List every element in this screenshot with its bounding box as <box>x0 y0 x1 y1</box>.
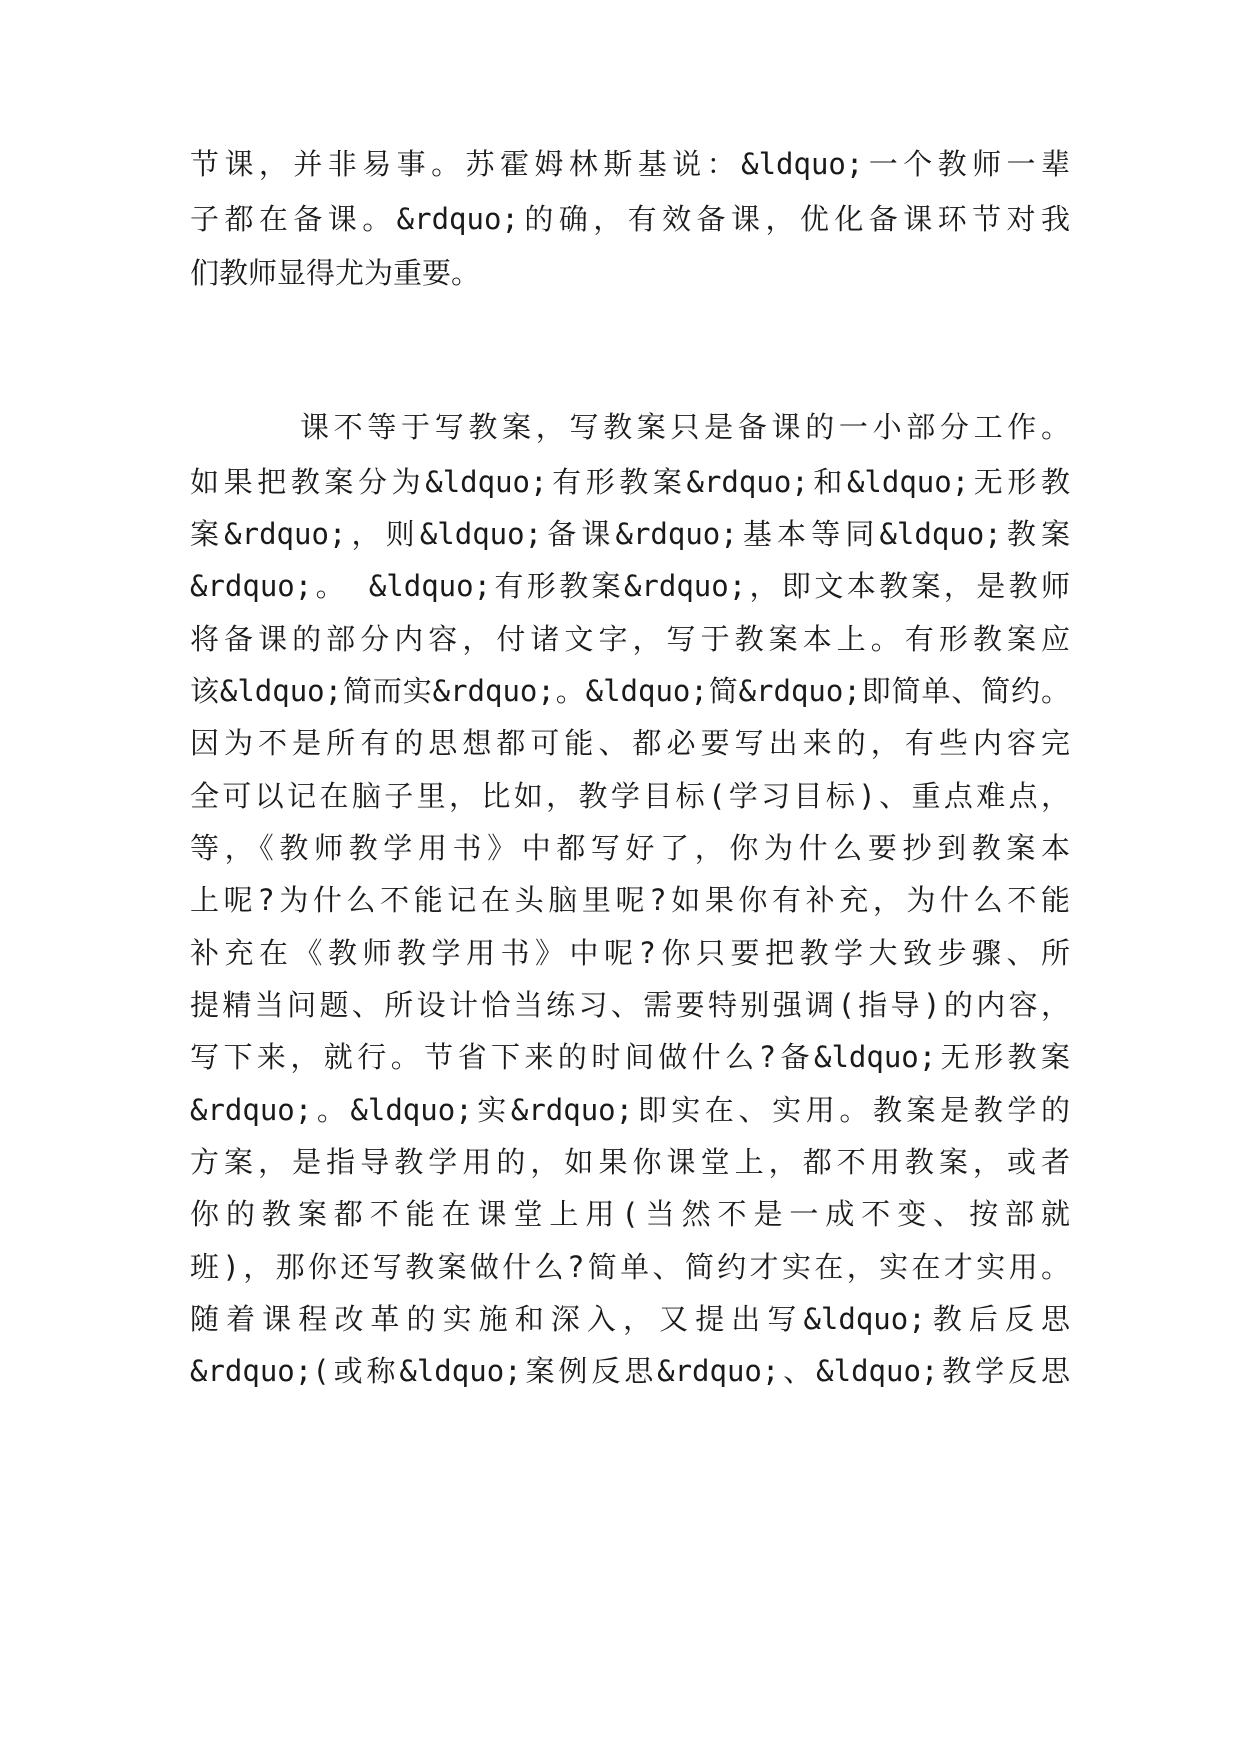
text-line: 写下来，就行。节省下来的时间做什么?备&ldquo;无形教案 <box>190 1040 1070 1074</box>
text-line: 提精当问题、所设计恰当练习、需要特别强调(指导)的内容， <box>190 988 1070 1022</box>
text-line: 因为不是所有的思想都可能、都必要写出来的，有些内容完 <box>190 726 1070 760</box>
text-line: 将备课的部分内容，付诸文字，写于教案本上。有形教案应 <box>190 622 1070 656</box>
text-line: &rdquo;。 &ldquo;有形教案&rdquo;，即文本教案，是教师 <box>190 569 1070 603</box>
text-line: &rdquo;。&ldquo;实&rdquo;即实在、实用。教案是教学的 <box>190 1093 1070 1127</box>
text-line: &rdquo;(或称&ldquo;案例反思&rdquo;、&ldquo;教学反思 <box>190 1354 1070 1388</box>
text-line: 方案，是指导教学用的，如果你课堂上，都不用教案，或者 <box>190 1145 1070 1179</box>
text-line: 补充在《教师教学用书》中呢?你只要把教学大致步骤、所 <box>190 936 1070 970</box>
text-line: 子都在备课。&rdquo;的确，有效备课，优化备课环节对我 <box>190 202 1070 236</box>
text-line: 们教师显得尤为重要。 <box>190 256 481 290</box>
text-line: 上呢?为什么不能记在头脑里呢?如果你有补充，为什么不能 <box>190 883 1070 917</box>
text-line: 如果把教案分为&ldquo;有形教案&rdquo;和&ldquo;无形教 <box>190 465 1070 499</box>
text-line: 课不等于写教案，写教案只是备课的一小部分工作。 <box>300 410 1070 444</box>
text-line: 你的教案都不能在课堂上用(当然不是一成不变、按部就 <box>190 1197 1070 1231</box>
text-line: 该&ldquo;简而实&rdquo;。&ldquo;简&rdquo;即简单、简约。 <box>190 674 1070 708</box>
text-line: 班)，那你还写教案做什么?简单、简约才实在，实在才实用。 <box>190 1250 1070 1284</box>
text-line: 随着课程改革的实施和深入，又提出写&ldquo;教后反思 <box>190 1302 1070 1336</box>
text-line: 节课，并非易事。苏霍姆林斯基说：&ldquo;一个教师一辈 <box>190 147 1070 181</box>
text-line: 等，《教师教学用书》中都写好了，你为什么要抄到教案本 <box>190 831 1070 865</box>
text-line: 案&rdquo;，则&ldquo;备课&rdquo;基本等同&ldquo;教案 <box>190 517 1070 551</box>
text-line: 全可以记在脑子里，比如，教学目标(学习目标)、重点难点， <box>190 779 1070 813</box>
